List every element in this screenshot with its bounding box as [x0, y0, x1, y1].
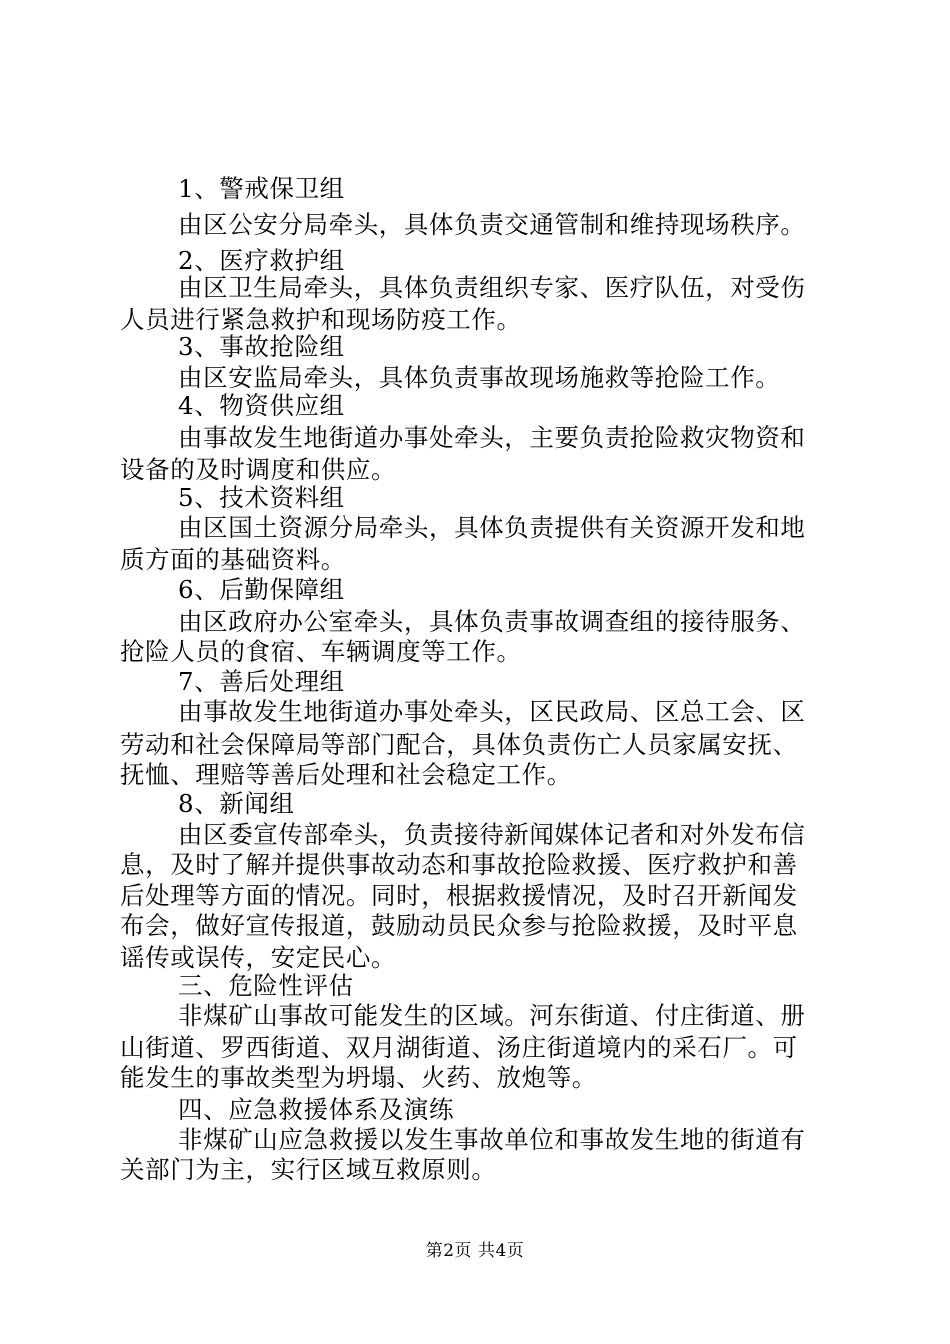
- paragraph-line: 由事故发生地街道办事处牵头，区民政局、区总工会、区: [178, 697, 806, 726]
- section-heading: 4、物资供应组: [178, 391, 345, 420]
- paragraph-line: 非煤矿山事故可能发生的区域。河东街道、付庄街道、册: [178, 1001, 806, 1030]
- paragraph-line: 由区委宣传部牵头，负责接待新闻媒体记者和对外发布信: [178, 820, 806, 849]
- paragraph-line: 设备的及时调度和供应。: [120, 455, 397, 484]
- paragraph-line: 由区公安分局牵头，具体负责交通管制和维持现场秩序。: [178, 210, 806, 239]
- paragraph-line: 谣传或误传，安定民心。: [120, 943, 397, 972]
- paragraph-line: 质方面的基础资料。: [120, 545, 346, 574]
- page-footer: 第2页 共4页: [425, 1241, 525, 1261]
- paragraph-line: 由区政府办公室牵头，具体负责事故调查组的接待服务、: [178, 607, 806, 636]
- paragraph-line: 非煤矿山应急救援以发生事故单位和事故发生地的街道有: [178, 1125, 806, 1154]
- paragraph-line: 由事故发生地街道办事处牵头，主要负责抢险救灾物资和: [178, 423, 806, 452]
- paragraph-line: 由区安监局牵头，具体负责事故现场施救等抢险工作。: [178, 363, 781, 392]
- paragraph-line: 关部门为主，实行区域互救原则。: [120, 1155, 497, 1184]
- section-heading: 7、善后处理组: [178, 667, 345, 696]
- paragraph-line: 由区国土资源分局牵头，具体负责提供有关资源开发和地: [178, 513, 806, 542]
- paragraph-line: 劳动和社会保障局等部门配合，具体负责伤亡人员家属安抚、: [120, 730, 798, 759]
- paragraph-line: 由区卫生局牵头，具体负责组织专家、医疗队伍，对受伤: [178, 273, 806, 302]
- paragraph-line: 山街道、罗西街道、双月湖街道、汤庄街道境内的采石厂。可: [120, 1033, 798, 1062]
- section-heading: 3、事故抢险组: [178, 332, 345, 361]
- paragraph-line: 能发生的事故类型为坍塌、火药、放炮等。: [120, 1063, 597, 1092]
- section-heading: 1、警戒保卫组: [178, 174, 345, 203]
- paragraph-line: 后处理等方面的情况。同时，根据救援情况，及时召开新闻发: [120, 881, 798, 910]
- paragraph-line: 抢险人员的食宿、车辆调度等工作。: [120, 637, 522, 666]
- section-heading: 8、新闻组: [178, 789, 295, 818]
- section-heading: 四、应急救援体系及演练: [178, 1095, 455, 1124]
- section-heading: 2、医疗救护组: [178, 246, 345, 275]
- section-heading: 5、技术资料组: [178, 483, 345, 512]
- paragraph-line: 息，及时了解并提供事故动态和事故抢险救援、医疗救护和善: [120, 850, 798, 879]
- section-heading: 6、后勤保障组: [178, 575, 345, 604]
- paragraph-line: 抚恤、理赔等善后处理和社会稳定工作。: [120, 760, 572, 789]
- paragraph-line: 人员进行紧急救护和现场防疫工作。: [120, 305, 522, 334]
- section-heading: 三、危险性评估: [178, 971, 354, 1000]
- paragraph-line: 布会，做好宣传报道，鼓励动员民众参与抢险救援，及时平息: [120, 911, 798, 940]
